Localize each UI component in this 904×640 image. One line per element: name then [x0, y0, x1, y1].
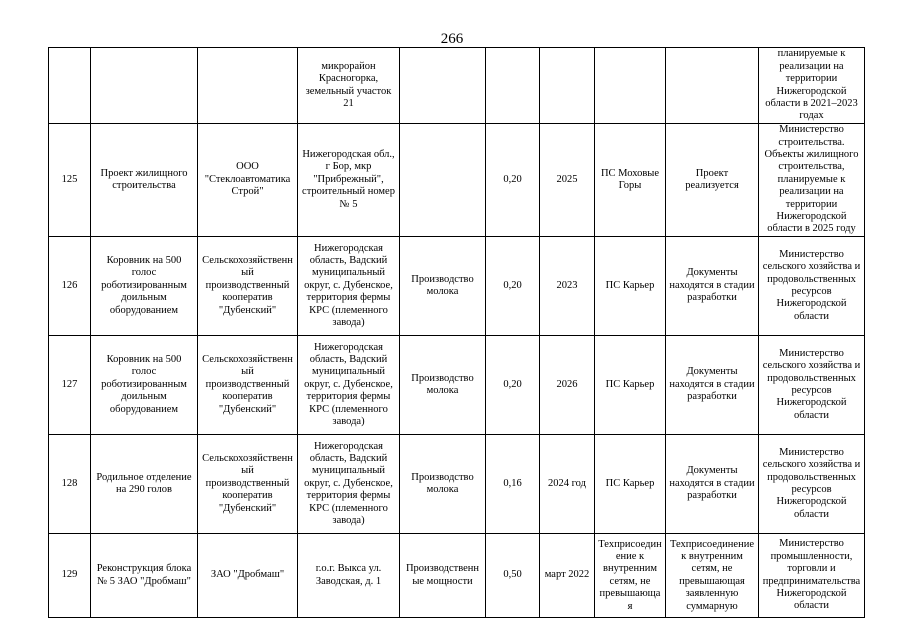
- cell-substation-text: Техприсоединение к внутренним сетям, не превышающая: [598, 538, 662, 612]
- cell-year: 2023: [540, 237, 595, 336]
- cell-location: микрорайон Красногорка, земельный участок 21: [298, 48, 400, 124]
- cell-status: Проект реализуется: [666, 124, 759, 237]
- cell-year: 2026: [540, 336, 595, 435]
- cell-year: 2025: [540, 124, 595, 237]
- cell-status-text: Техприсоединение к внутренним сетям, не превышающая заявленную суммарную: [670, 538, 754, 612]
- table-row: [49, 124, 865, 237]
- cell-number: 129: [49, 534, 91, 618]
- cell-number: 127: [49, 336, 91, 435]
- data-table: [48, 47, 865, 618]
- cell-capacity: 0,50: [486, 534, 540, 618]
- cell-purpose: [400, 48, 486, 124]
- cell-year: март 2022: [540, 534, 595, 618]
- cell-capacity: 0,20: [486, 336, 540, 435]
- cell-object-name: Реконструкция блока № 5 ЗАО "Дробмаш": [91, 534, 198, 618]
- cell-year: 2024 год: [540, 435, 595, 534]
- cell-purpose: Производство молока: [400, 336, 486, 435]
- table-row: [49, 336, 865, 435]
- table-row: [49, 237, 865, 336]
- cell-capacity: 0,20: [486, 237, 540, 336]
- cell-organization: Сельскохозяйственный производственный кооператив "Дубенский": [198, 435, 298, 534]
- cell-location: Нижегородская обл., г Бор, мкр "Прибрежный", строительный номер № 5: [298, 124, 400, 237]
- cell-status: [666, 534, 759, 618]
- cell-organization: [198, 48, 298, 124]
- cell-year: [540, 48, 595, 124]
- cell-source: Министерство сельского хозяйства и продовольственных ресурсов Нижегородской области: [759, 336, 865, 435]
- cell-source: Министерство сельского хозяйства и продовольственных ресурсов Нижегородской области: [759, 237, 865, 336]
- cell-substation: ПС Карьер: [595, 336, 666, 435]
- cell-location: Нижегородская область, Вадский муниципальный округ, с. Дубенское, территория фермы КРС (племенного завода): [298, 237, 400, 336]
- table-row: [49, 435, 865, 534]
- cell-number: 125: [49, 124, 91, 237]
- table-row: [49, 534, 865, 618]
- cell-organization: Сельскохозяйственный производственный кооператив "Дубенский": [198, 336, 298, 435]
- cell-location: г.о.г. Выкса ул. Заводская, д. 1: [298, 534, 400, 618]
- cell-source: Министерство сельского хозяйства и продовольственных ресурсов Нижегородской области: [759, 435, 865, 534]
- cell-object-name: Родильное отделение на 290 голов: [91, 435, 198, 534]
- cell-source: планируемые к реализации на территории Нижегородской области в 2021–2023 годах: [759, 48, 865, 124]
- cell-number: 126: [49, 237, 91, 336]
- table-row: [49, 48, 865, 124]
- cell-organization: ООО "Стеклоавтоматика Строй": [198, 124, 298, 237]
- cell-object-name: Коровник на 500 голос роботизированным доильным оборудованием: [91, 237, 198, 336]
- cell-status: Документы находятся в стадии разработки: [666, 237, 759, 336]
- cell-status: Документы находятся в стадии разработки: [666, 336, 759, 435]
- cell-number: [49, 48, 91, 124]
- page-number: 266: [440, 31, 464, 47]
- cell-purpose: Производство молока: [400, 237, 486, 336]
- cell-capacity: 0,20: [486, 124, 540, 237]
- cell-substation: ПС Карьер: [595, 237, 666, 336]
- cell-source: Министерство промышленности, торговли и предпринимательства Нижегородской области: [759, 534, 865, 618]
- cell-object-name: Коровник на 500 голос роботизированным доильным оборудованием: [91, 336, 198, 435]
- cell-capacity: 0,16: [486, 435, 540, 534]
- cell-capacity: [486, 48, 540, 124]
- cell-source: Министерство строительства. Объекты жилищного строительства, планируемые к реализации на территории Нижегородской области в 2025 году: [759, 124, 865, 237]
- cell-substation: ПС Карьер: [595, 435, 666, 534]
- cell-organization: Сельскохозяйственный производственный кооператив "Дубенский": [198, 237, 298, 336]
- cell-status: [666, 48, 759, 124]
- cell-substation: [595, 48, 666, 124]
- cell-purpose: [400, 124, 486, 237]
- cell-substation: ПС Моховые Горы: [595, 124, 666, 237]
- cell-location: Нижегородская область, Вадский муниципальный округ, с. Дубенское, территория фермы КРС (племенного завода): [298, 435, 400, 534]
- cell-purpose: Производство молока: [400, 435, 486, 534]
- cell-status: Документы находятся в стадии разработки: [666, 435, 759, 534]
- cell-number: 128: [49, 435, 91, 534]
- cell-organization: ЗАО "Дробмаш": [198, 534, 298, 618]
- cell-location: Нижегородская область, Вадский муниципальный округ, с. Дубенское, территория фермы КРС (племенного завода): [298, 336, 400, 435]
- cell-object-name: Проект жилищного строительства: [91, 124, 198, 237]
- cell-substation: [595, 534, 666, 618]
- cell-purpose: Производственные мощности: [400, 534, 486, 618]
- cell-object-name: [91, 48, 198, 124]
